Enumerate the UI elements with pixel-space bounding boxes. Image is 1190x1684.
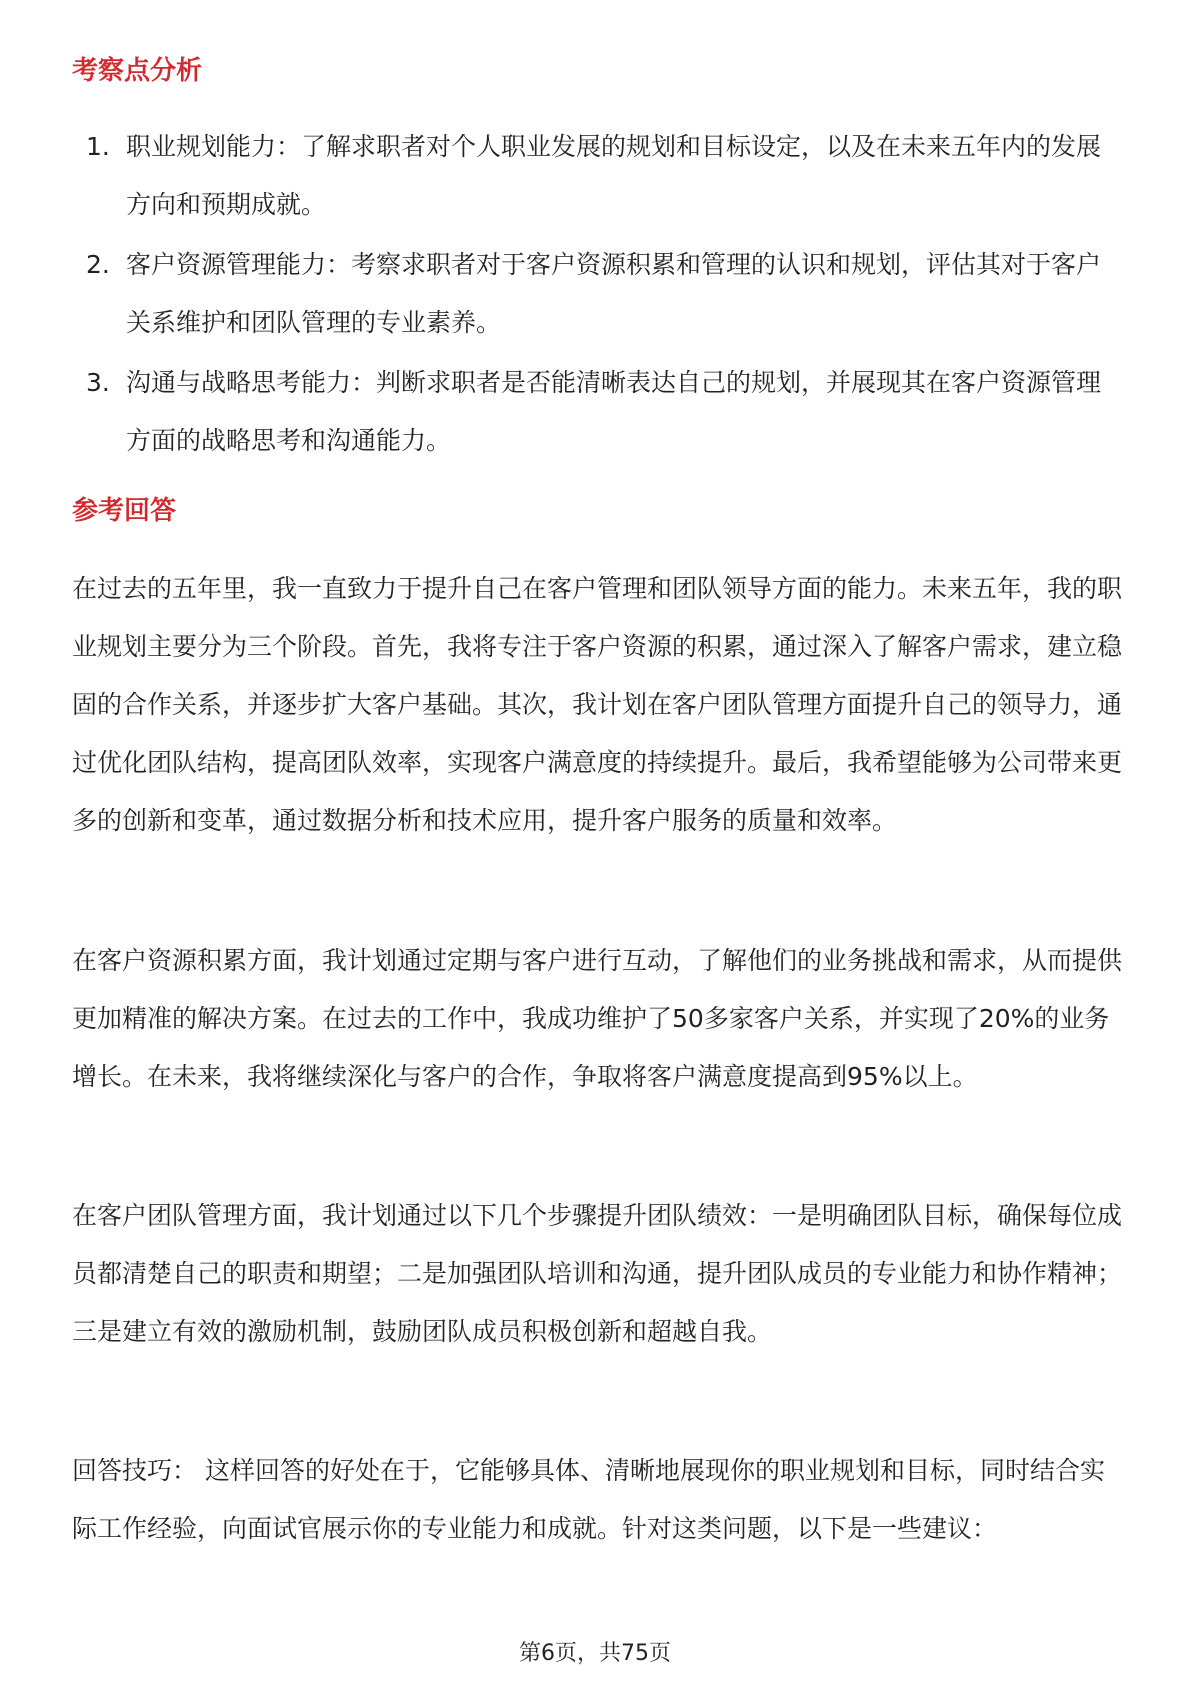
answer-paragraph: 在客户团队管理方面，我计划通过以下几个步骤提升团队绩效：一是明确团队目标，确保每位成员都清楚自己的职责和期望；二是加强团队培训和沟通，提升团队成员的专业能力和协作精神；三是建立有效的激励机制，鼓励团队成员积极创新和超越自我。 bbox=[72, 1201, 1123, 1346]
list-item-text: 沟通与战略思考能力：判断求职者是否能清晰表达自己的规划，并展现其在客户资源管理方面的战略思考和沟通能力。 bbox=[126, 368, 1102, 455]
answer-tips-paragraph: 回答技巧： 这样回答的好处在于，它能够具体、清晰地展现你的职业规划和目标，同时结合实际工作经验，向面试官展示你的专业能力和成就。针对这类问题，以下是一些建议： bbox=[72, 1456, 1105, 1543]
answer-paragraph: 在客户资源积累方面，我计划通过定期与客户进行互动，了解他们的业务挑战和需求，从而提供更加精准的解决方案。在过去的工作中，我成功维护了50多家客户关系，并实现了20%的业务增长。在未来，我将继续深化与客户的合作，争取将客户满意度提高到95%以上。 bbox=[72, 946, 1123, 1091]
list-item-number: 3. bbox=[86, 368, 110, 397]
analysis-list bbox=[72, 118, 1122, 472]
list-item bbox=[72, 236, 1122, 352]
list-item bbox=[72, 118, 1122, 234]
answer-paragraph: 在过去的五年里，我一直致力于提升自己在客户管理和团队领导方面的能力。未来五年，我的职业规划主要分为三个阶段。首先，我将专注于客户资源的积累，通过深入了解客户需求，建立稳固的合作关系，并逐步扩大客户基础。其次，我计划在客户团队管理方面提升自己的领导力，通过优化团队结构，提高团队效率，实现客户满意度的持续提升。最后，我希望能够为公司带来更多的创新和变革，通过数据分析和技术应用，提升客户服务的质量和效率。 bbox=[72, 574, 1123, 835]
section-title-answer: 参考回答 bbox=[72, 496, 177, 526]
list-item-number: 1. bbox=[86, 132, 110, 161]
list-item-text: 客户资源管理能力：考察求职者对于客户资源积累和管理的认识和规划，评估其对于客户关系维护和团队管理的专业素养。 bbox=[126, 250, 1102, 337]
list-item bbox=[72, 354, 1122, 470]
list-item-text: 职业规划能力：了解求职者对个人职业发展的规划和目标设定，以及在未来五年内的发展方向和预期成就。 bbox=[126, 132, 1102, 219]
page-footer: 第6页，共75页 bbox=[519, 1641, 671, 1666]
section-title-analysis: 考察点分析 bbox=[72, 56, 203, 86]
list-item-number: 2. bbox=[86, 250, 110, 279]
